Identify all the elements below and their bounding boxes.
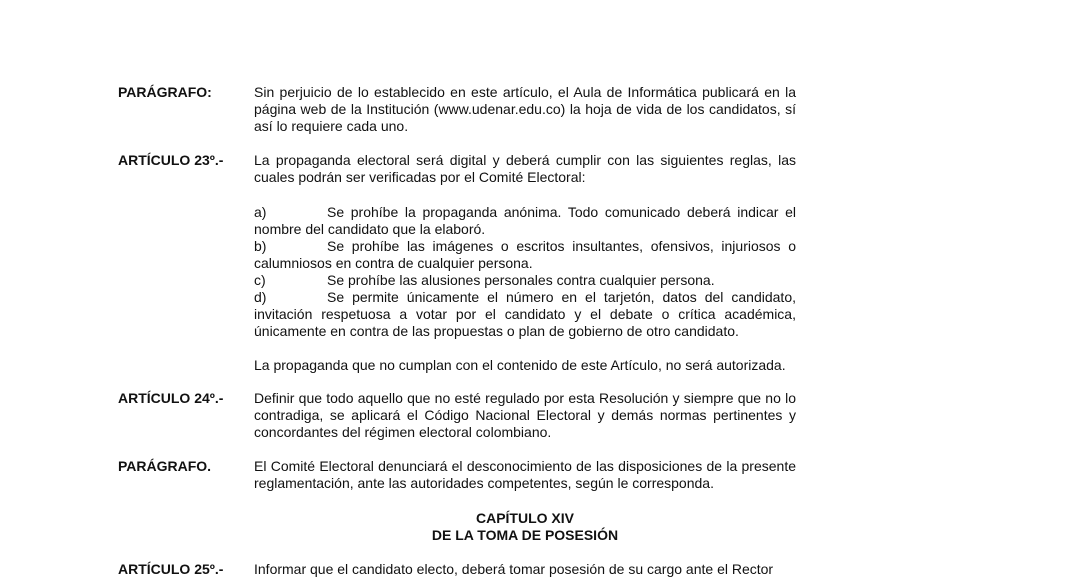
list-marker: a) [254, 204, 267, 220]
list-item-text: Se permite únicamente el número en el tarjetón, datos del candidato, invitación respetuosa a votar por el candidato y el debate o crítica académica, únicamente en contra de las propuestas o plan de gobierno de otro candidato. [254, 289, 796, 339]
chapter-number: CAPÍTULO XIV [475, 510, 574, 526]
list-marker: d) [254, 289, 267, 305]
list-marker: c) [254, 272, 266, 288]
block-label: ARTÍCULO 25º.- [118, 561, 224, 577]
block-label: ARTÍCULO 24º.- [118, 390, 224, 406]
list-item-text: Se prohíbe la propaganda anónima. Todo comunicado deberá indicar el nombre del candidato que la elaboró. [254, 204, 796, 237]
block-label: PARÁGRAFO. [118, 458, 212, 474]
block-label: PARÁGRAFO: [118, 84, 212, 100]
list-item [254, 272, 796, 289]
closing-paragraph [254, 357, 796, 374]
chapter-title: DE LA TOMA DE POSESIÓN [431, 527, 619, 543]
list-item [254, 289, 796, 340]
block-text: Informar que el candidato electo, deberá tomar posesión de su cargo ante el Rector [254, 561, 774, 577]
list-item-text: Se prohíbe las imágenes o escritos insultantes, ofensivos, injuriosos o calumniosos en contra de cualquier persona. [254, 238, 796, 271]
list-marker: b) [254, 238, 267, 254]
list-item-text: Se prohíbe las alusiones personales contra cualquier persona. [327, 272, 715, 288]
block-text: Definir que todo aquello que no esté regulado por esta Resolución y siempre que no lo contradiga, se aplicará el Código Nacional Electoral y demás normas pertinentes y concordantes del régimen electoral colombiano. [254, 390, 796, 440]
block-label: ARTÍCULO 23º.- [118, 152, 224, 168]
block-text: La propaganda electoral será digital y deberá cumplir con las siguientes reglas, las cuales podrán ser verificadas por el Comité Electoral: [254, 152, 796, 185]
block-text: Sin perjuicio de lo establecido en este artículo, el Aula de Informática publicará en la página web de la Institución (www.udenar.edu.co) la hoja de vida de los candidatos, sí así lo requiere cada uno. [254, 84, 796, 134]
list-item [254, 238, 796, 272]
list-item [254, 204, 796, 238]
block-text: El Comité Electoral denunciará el desconocimiento de las disposiciones de la presente reglamentación, ante las autoridades competentes, según le corresponda. [254, 458, 796, 491]
closing-text: La propaganda que no cumplan con el contenido de este Artículo, no será autorizada. [254, 357, 786, 373]
